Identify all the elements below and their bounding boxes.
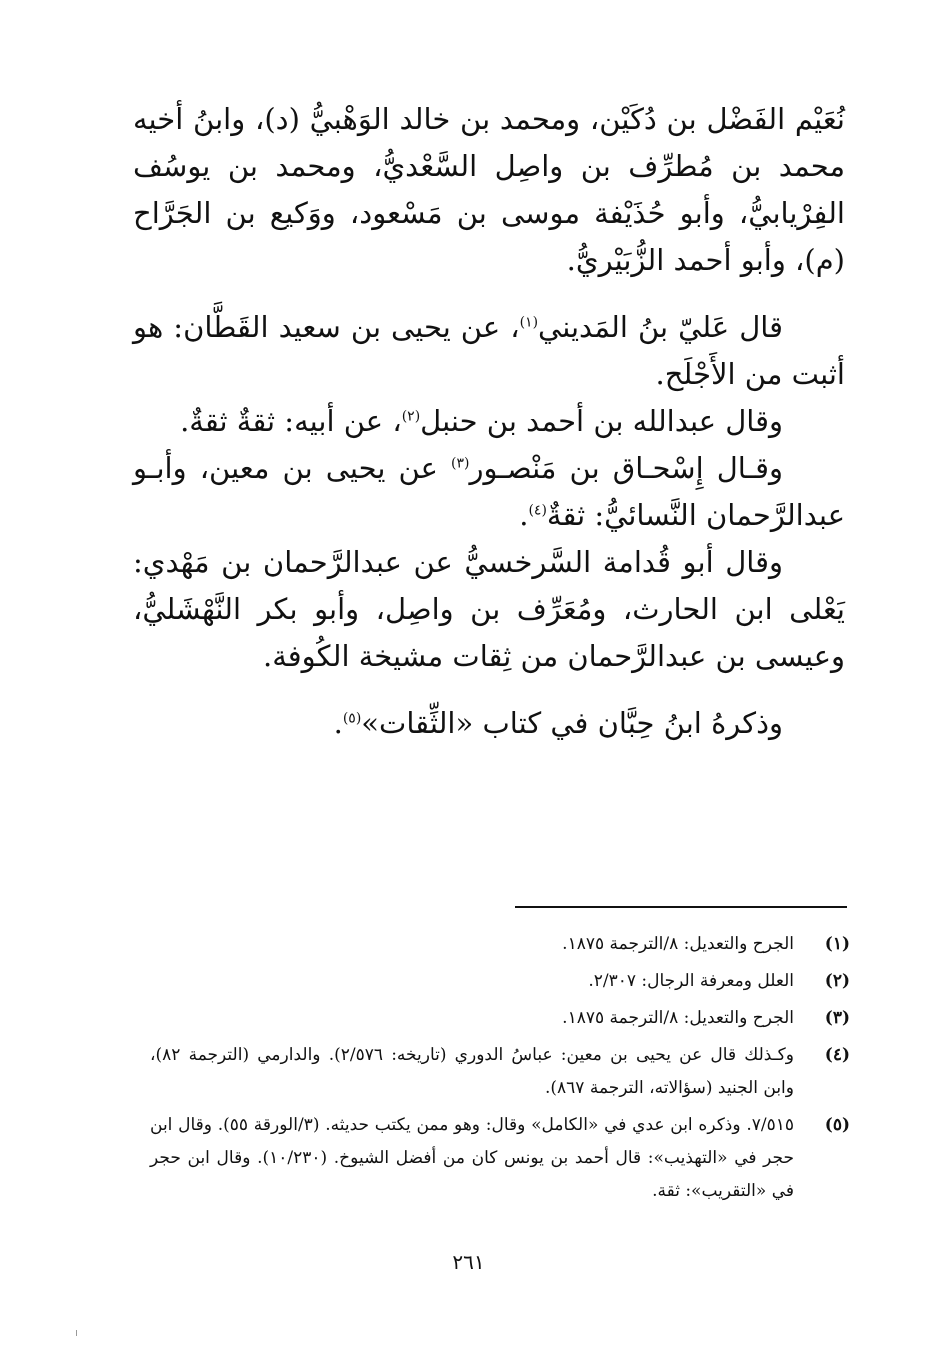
paragraph-text: ، عن أبيه: ثقةٌ ثقةٌ. — [180, 404, 402, 438]
footnote-ref: (٣) — [451, 455, 470, 472]
footnote-text: العلل ومعرفة الرجال: ٢/٣٠٧. — [588, 971, 794, 991]
footnote-separator — [515, 906, 847, 908]
paragraph-text: . — [333, 706, 343, 740]
paragraph-text: عن يحيى بن معين، وأبـو عبدالرَّحمان النَّسائيُّ: ثقةٌ — [133, 451, 845, 532]
paragraph-text: ، عن يحيى بن سعيد القَطَّان: هو أثبت من الأَجْلَح. — [133, 310, 845, 391]
footnote — [150, 928, 850, 961]
page-number: ٢٦١ — [452, 1250, 485, 1274]
paragraph: وقال أبو قُدامة السَّرخسيُّ عن عبدالرَّحمان بن مَهْدي: يَعْلى ابن الحارث، ومُعَرِّف بن واصِل، وأبو بكر النَّهْشَليُّ، وعيسى بن عبدالرَّحمان من ثِقات مشيخة الكُوفة. — [133, 545, 845, 673]
main-text — [133, 96, 845, 747]
paragraph-text: وقـال إِسْحـاق بن مَنْصـور — [469, 451, 783, 485]
paragraph: نُعَيْم الفَضْل بن دُكَيْن، ومحمد بن خالد الوَهْبيُّ (د)، وابنُ أخيه محمد بن مُطرِّف بن واصِل السَّعْديُّ، ومحمد بن يوسُف الفِرْيابيُّ، وأبو حُذَيْفة موسى بن مَسْعود، ووَكيع بن الجَرَّاح (م)، وأبو أحمد الزُّبَيْريُّ. — [133, 102, 845, 277]
footnote-ref: (١) — [519, 314, 539, 331]
footnote-number: (٣) — [824, 1008, 850, 1028]
paragraph — [133, 700, 845, 747]
footnote-ref: (٢) — [401, 408, 421, 425]
footnote-number: (٢) — [824, 971, 850, 991]
paragraph — [133, 445, 845, 539]
footnotes — [150, 928, 850, 1212]
footnote — [150, 965, 850, 998]
footnote-ref: (٤) — [528, 502, 547, 519]
paragraph-text: قال عَليّ بنُ المَديني — [538, 310, 784, 344]
footnote-text: وكـذلك قال عن يحيى بن معين: عباسُ الدوري (تاريخه: ٢/٥٧٦). والدارمي (الترجمة ٨٢)، وابن الجنيد (سؤالاته، الترجمة ٨٦٧). — [150, 1045, 794, 1098]
paragraph-text: وذكرهُ ابنُ حِبَّان في كتاب «الثِّقات» — [361, 706, 783, 740]
footnote — [150, 1039, 850, 1105]
paragraph-text: وقال عبدالله بن أحمد بن حنبل — [420, 404, 783, 438]
footnote-number: (١) — [824, 934, 850, 954]
footnote-text: الجرح والتعديل: ٨/الترجمة ١٨٧٥. — [562, 1008, 794, 1028]
paragraph — [133, 398, 845, 445]
footnote-number: (٥) — [824, 1115, 850, 1135]
paragraph — [133, 304, 845, 398]
paragraph-text: . — [519, 498, 529, 532]
footnote-text: ٧/٥١٥. وذكره ابن عدي في «الكامل» وقال: وهو ممن يكتب حديثه. (٣/الورقة ٥٥). وقال ابن حجر في «التهذيب»: قال أحمد بن يونس كان من أفضل الشيوخ. (١٠/٢٣٠). وقال ابن حجر في «التقريب»: ثقة. — [150, 1115, 795, 1201]
footnote — [150, 1002, 850, 1035]
footnote-text: الجرح والتعديل: ٨/الترجمة ١٨٧٥. — [562, 934, 794, 954]
footnote-number: (٤) — [824, 1045, 850, 1065]
footnote-ref: (٥) — [342, 710, 362, 727]
scan-mark — [76, 1330, 77, 1336]
footnote — [150, 1109, 850, 1208]
